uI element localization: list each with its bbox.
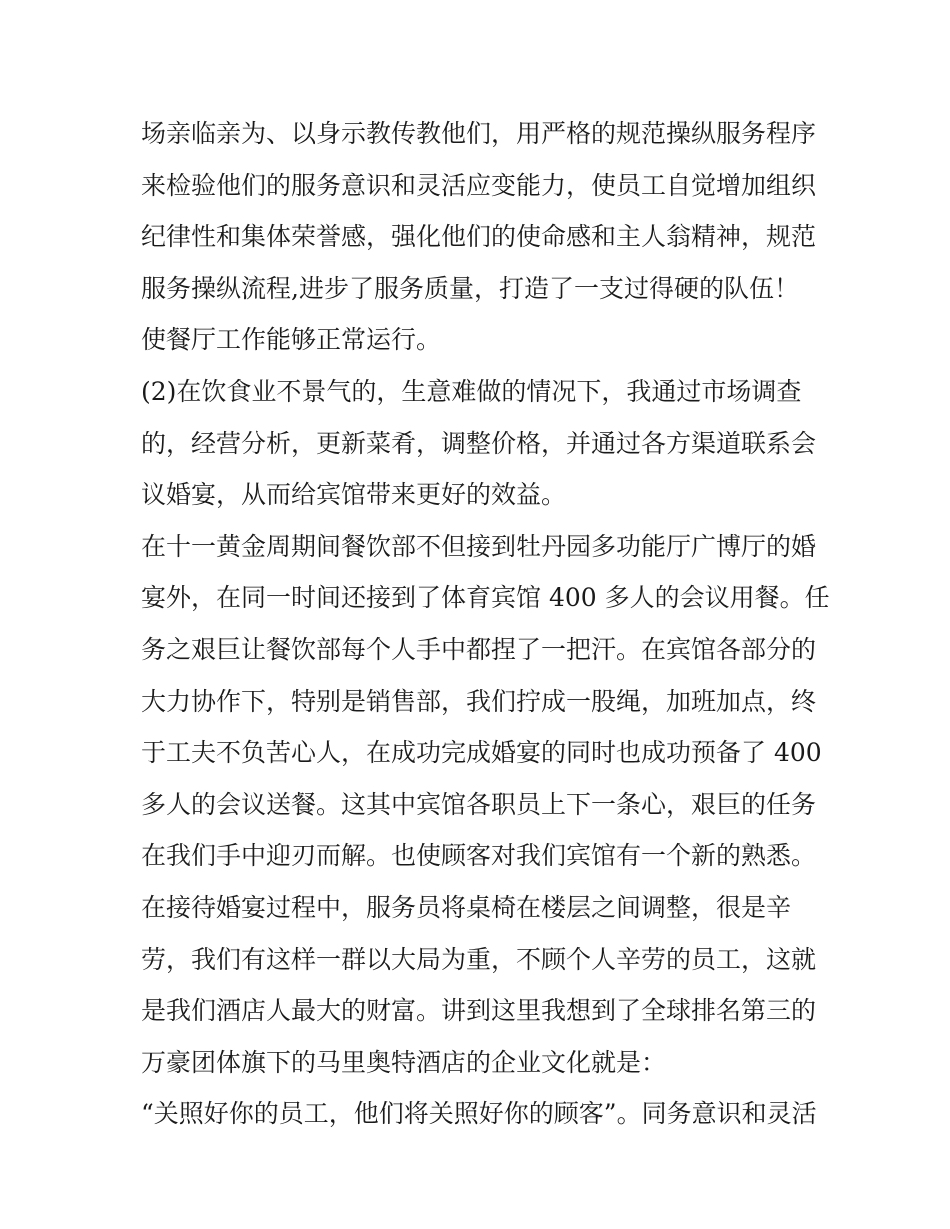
text-line: 服务操纵流程,进步了服务质量，打造了一支过得硬的队伍！: [141, 273, 799, 303]
text-line: 来检验他们的服务意识和灵活应变能力，使员工自觉增加组织: [141, 170, 817, 200]
text-line: 的，经营分析，更新菜肴，调整价格，并通过各方渠道联系会: [141, 428, 817, 458]
text-line: 使餐厅工作能够正常运行。: [141, 325, 442, 355]
text-line: 场亲临亲为、以身示教传教他们，用严格的规范操纵服务程序: [141, 119, 817, 148]
body-text: [141, 108, 830, 1140]
text-line: “关照好你的员工，他们将关照好你的顾客”。同务意识和灵活: [141, 1099, 817, 1129]
text-line: 万豪团体旗下的马里奥特酒店的企业文化就是：: [141, 1047, 667, 1077]
text-line: 在十一黄金周期间餐饮部不但接到牡丹园多功能厅广博厅的婚: [141, 531, 817, 561]
text-line: 于工夫不负苦心人，在成功完成婚宴的同时也成功预备了 400: [141, 738, 822, 768]
text-line: 大力协作下，特别是销售部，我们拧成一股绳，加班加点，终: [141, 686, 817, 716]
text-line: 纪律性和集体荣誉感，强化他们的使命感和主人翁精神，规范: [141, 222, 817, 252]
text-line: 在我们手中迎刃而解。也使顾客对我们宾馆有一个新的熟悉。: [141, 841, 817, 871]
text-line: 务之艰巨让餐饮部每个人手中都捏了一把汗。在宾馆各部分的: [141, 634, 817, 664]
text-line: 是我们酒店人最大的财富。讲到这里我想到了全球排名第三的: [141, 996, 817, 1026]
text-line: 多人的会议送餐。这其中宾馆各职员上下一条心，艰巨的任务: [141, 789, 817, 819]
text-line: 议婚宴，从而给宾馆带来更好的效益。: [141, 480, 567, 510]
text-line: 劳，我们有这样一群以大局为重，不顾个人辛劳的员工，这就: [141, 944, 817, 974]
text-line: (2)在饮食业不景气的，生意难做的情况下，我通过市场调查: [141, 376, 802, 406]
text-line: 在接待婚宴过程中，服务员将桌椅在楼层之间调整，很是辛: [141, 892, 792, 922]
text-line: 宴外，在同一时间还接到了体育宾馆 400 多人的会议用餐。任: [141, 583, 830, 613]
